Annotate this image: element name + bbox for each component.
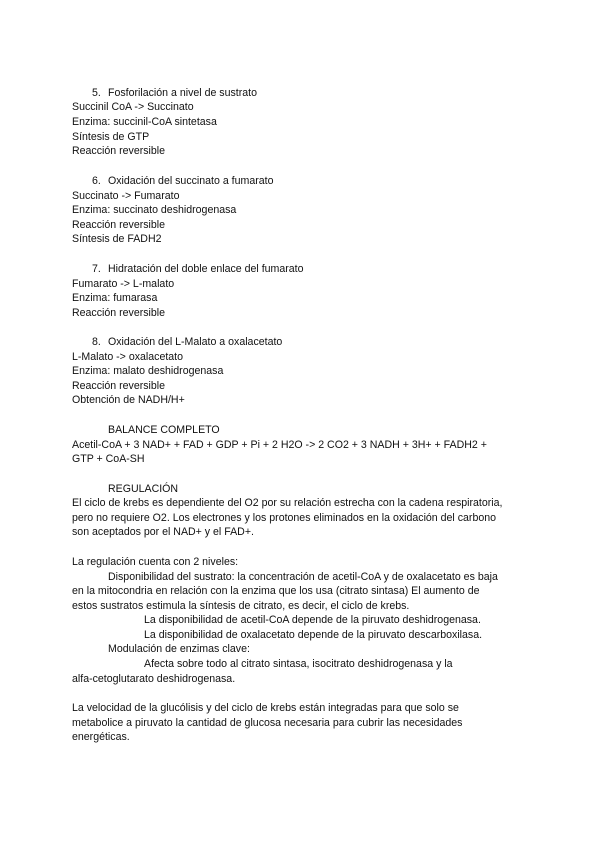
step-5-title: Fosforilación a nivel de sustrato xyxy=(108,87,257,99)
sub-point: La disponibilidad de acetil-CoA depende de la piruvato deshidrogenasa. xyxy=(144,614,481,626)
step-7-title: Hidratación del doble enlace del fumarato xyxy=(108,263,304,275)
conclusion-line: metabolice a piruvato la cantidad de glucosa necesaria para cubrir las necesidades xyxy=(72,717,463,729)
step-8-line: Reacción reversible xyxy=(72,380,166,392)
step-5-line: Succinil CoA -> Succinato xyxy=(72,101,194,113)
balance-equation-line: GTP + CoA-SH xyxy=(72,453,145,465)
step-8-number: 8. xyxy=(92,336,101,348)
regulacion-paragraph-line: El ciclo de krebs es dependiente del O2 por su relación estrecha con la cadena respiratoria, xyxy=(72,497,503,509)
regulacion-heading: REGULACIÓN xyxy=(108,483,179,495)
step-8-line: L-Malato -> oxalacetato xyxy=(72,351,184,363)
step-6-number: 6. xyxy=(92,175,101,187)
regulacion-intro: La regulación cuenta con 2 niveles: xyxy=(72,556,239,568)
step-8-line: Enzima: malato deshidrogenasa xyxy=(72,365,224,377)
step-7-line: Enzima: fumarasa xyxy=(72,292,158,304)
conclusion-line: La velocidad de la glucólisis y del ciclo de krebs están integradas para que solo se xyxy=(72,702,459,714)
regulacion-paragraph-line: pero no requiere O2. Los electrones y los protones eliminados en la oxidación del carbono xyxy=(72,512,497,524)
step-5-number: 5. xyxy=(92,87,101,99)
nivel-1-line: en la mitocondria en relación con la enzima que los usa (citrato sintasa) El aumento de xyxy=(72,585,480,597)
regulacion-paragraph-line: son aceptados por el NAD+ y el FAD+. xyxy=(72,526,254,538)
sub-point: La disponibilidad de oxalacetato depende de la piruvato descarboxilasa. xyxy=(144,629,483,641)
nivel-2-heading: Modulación de enzimas clave: xyxy=(108,643,250,655)
balance-heading: BALANCE COMPLETO xyxy=(108,424,220,436)
step-6-line: Reacción reversible xyxy=(72,219,166,231)
step-5-line: Enzima: succinil-CoA sintetasa xyxy=(72,116,217,128)
nivel-1-line: Disponibilidad del sustrato: la concentración de acetil-CoA y de oxalacetato es baja xyxy=(108,571,498,583)
step-7-number: 7. xyxy=(92,263,101,275)
step-8-line: Obtención de NADH/H+ xyxy=(72,394,185,406)
step-6-line: Enzima: succinato deshidrogenasa xyxy=(72,204,237,216)
nivel-2-line: Afecta sobre todo al citrato sintasa, isocitrato deshidrogenasa y la xyxy=(144,658,453,670)
nivel-2-line: alfa-cetoglutarato deshidrogenasa. xyxy=(72,673,236,685)
nivel-1-line: estos sustratos estimula la síntesis de citrato, es decir, el ciclo de krebs. xyxy=(72,600,410,612)
step-6-line: Succinato -> Fumarato xyxy=(72,190,180,202)
balance-equation-line: Acetil-CoA + 3 NAD+ + FAD + GDP + Pi + 2 H2O -> 2 CO2 + 3 NADH + 3H+ + FADH2 + xyxy=(72,439,487,451)
step-6-line: Síntesis de FADH2 xyxy=(72,233,162,245)
step-5-line: Síntesis de GTP xyxy=(72,131,150,143)
step-8-title: Oxidación del L-Malato a oxalacetato xyxy=(108,336,283,348)
step-7-line: Fumarato -> L-malato xyxy=(72,278,175,290)
step-6-title: Oxidación del succinato a fumarato xyxy=(108,175,274,187)
step-7-line: Reacción reversible xyxy=(72,307,166,319)
step-5-line: Reacción reversible xyxy=(72,145,166,157)
conclusion-line: energéticas. xyxy=(72,731,130,743)
